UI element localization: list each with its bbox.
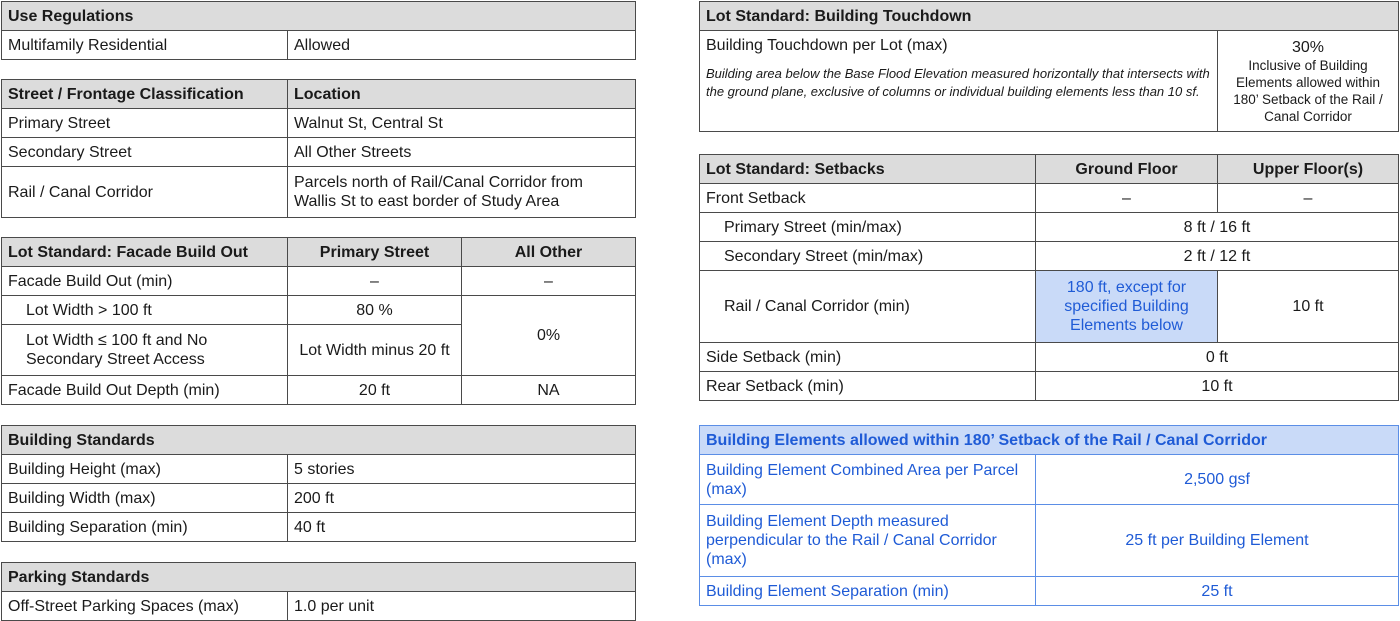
row-label: Rail / Canal Corridor bbox=[2, 167, 288, 218]
other-value: 0% bbox=[462, 296, 636, 376]
touchdown-label-cell bbox=[700, 31, 1218, 132]
other-value: NA bbox=[462, 376, 636, 405]
column-header-primary-street: Primary Street bbox=[288, 238, 462, 267]
row-label: Building Element Separation (min) bbox=[700, 577, 1036, 606]
row-label: Primary Street (min/max) bbox=[700, 213, 1036, 242]
facade-build-out-table bbox=[1, 237, 636, 405]
column-header-ground-floor: Ground Floor bbox=[1036, 155, 1218, 184]
row-label: Rear Setback (min) bbox=[700, 372, 1036, 401]
row-label: Building Separation (min) bbox=[2, 513, 288, 542]
row-value: 25 ft per Building Element bbox=[1036, 505, 1399, 577]
row-value: 2 ft / 12 ft bbox=[1036, 242, 1399, 271]
row-value: 200 ft bbox=[288, 484, 636, 513]
row-value: Parcels north of Rail/Canal Corridor from Wallis St to east border of Study Area bbox=[288, 167, 636, 218]
row-value: 5 stories bbox=[288, 455, 636, 484]
building-standards-table bbox=[1, 425, 636, 542]
use-regulations-table bbox=[1, 1, 636, 60]
parking-standards-table bbox=[1, 562, 636, 621]
column-header-upper-floors: Upper Floor(s) bbox=[1218, 155, 1399, 184]
row-label: Building Element Combined Area per Parcel (max) bbox=[700, 455, 1036, 505]
row-label: Off-Street Parking Spaces (max) bbox=[2, 592, 288, 621]
row-value: 25 ft bbox=[1036, 577, 1399, 606]
column-header-location: Location bbox=[288, 80, 636, 109]
row-value: Allowed bbox=[288, 31, 636, 60]
row-value: 10 ft bbox=[1036, 372, 1399, 401]
primary-value: 20 ft bbox=[288, 376, 462, 405]
primary-value: Lot Width minus 20 ft bbox=[288, 325, 462, 376]
building-elements-table bbox=[699, 425, 1399, 606]
row-label: Building Width (max) bbox=[2, 484, 288, 513]
row-label: Front Setback bbox=[700, 184, 1036, 213]
row-value: All Other Streets bbox=[288, 138, 636, 167]
row-label: Building Height (max) bbox=[2, 455, 288, 484]
street-classification-table bbox=[1, 79, 636, 218]
row-value: Walnut St, Central St bbox=[288, 109, 636, 138]
touchdown-note: Building area below the Base Flood Elevation measured horizontally that intersects with the ground plane, exclusive of columns or individual building elements less than 10 sf. bbox=[706, 66, 1210, 99]
table-title: Parking Standards bbox=[2, 563, 636, 592]
row-label: Facade Build Out (min) bbox=[2, 267, 288, 296]
table-title: Building Standards bbox=[2, 426, 636, 455]
ground-value-highlighted: 180 ft, except for specified Building Elements below bbox=[1036, 271, 1218, 343]
row-label: Facade Build Out Depth (min) bbox=[2, 376, 288, 405]
row-value: 0 ft bbox=[1036, 343, 1399, 372]
row-label: Secondary Street (min/max) bbox=[700, 242, 1036, 271]
touchdown-label: Building Touchdown per Lot (max) bbox=[706, 37, 948, 54]
primary-value: 80 % bbox=[288, 296, 462, 325]
row-value: 40 ft bbox=[288, 513, 636, 542]
row-label: Primary Street bbox=[2, 109, 288, 138]
row-label: Lot Width ≤ 100 ft and No Secondary Street Access bbox=[2, 325, 288, 376]
row-label: Lot Width > 100 ft bbox=[2, 296, 288, 325]
column-header-all-other: All Other bbox=[462, 238, 636, 267]
upper-value: – bbox=[1218, 184, 1399, 213]
row-label: Building Element Depth measured perpendicular to the Rail / Canal Corridor (max) bbox=[700, 505, 1036, 577]
table-title: Building Elements allowed within 180’ Setback of the Rail / Canal Corridor bbox=[700, 426, 1399, 455]
row-label: Side Setback (min) bbox=[700, 343, 1036, 372]
touchdown-value-cell bbox=[1218, 31, 1399, 132]
table-title: Lot Standard: Building Touchdown bbox=[700, 2, 1399, 31]
row-value: 8 ft / 16 ft bbox=[1036, 213, 1399, 242]
upper-value: 10 ft bbox=[1218, 271, 1399, 343]
table-title: Lot Standard: Facade Build Out bbox=[2, 238, 288, 267]
ground-value: – bbox=[1036, 184, 1218, 213]
touchdown-value: 30% bbox=[1291, 38, 1325, 56]
row-label: Secondary Street bbox=[2, 138, 288, 167]
row-label: Multifamily Residential bbox=[2, 31, 288, 60]
table-title: Street / Frontage Classification bbox=[2, 80, 288, 109]
row-value: 1.0 per unit bbox=[288, 592, 636, 621]
row-value: 2,500 gsf bbox=[1036, 455, 1399, 505]
other-value: – bbox=[462, 267, 636, 296]
table-title: Use Regulations bbox=[2, 2, 636, 31]
table-title: Lot Standard: Setbacks bbox=[700, 155, 1036, 184]
touchdown-value-note: Inclusive of Building Elements allowed within 180’ Setback of the Rail / Canal Corridor bbox=[1233, 57, 1383, 124]
row-label: Rail / Canal Corridor (min) bbox=[700, 271, 1036, 343]
setbacks-table bbox=[699, 154, 1399, 401]
building-touchdown-table bbox=[699, 1, 1399, 132]
primary-value: – bbox=[288, 267, 462, 296]
